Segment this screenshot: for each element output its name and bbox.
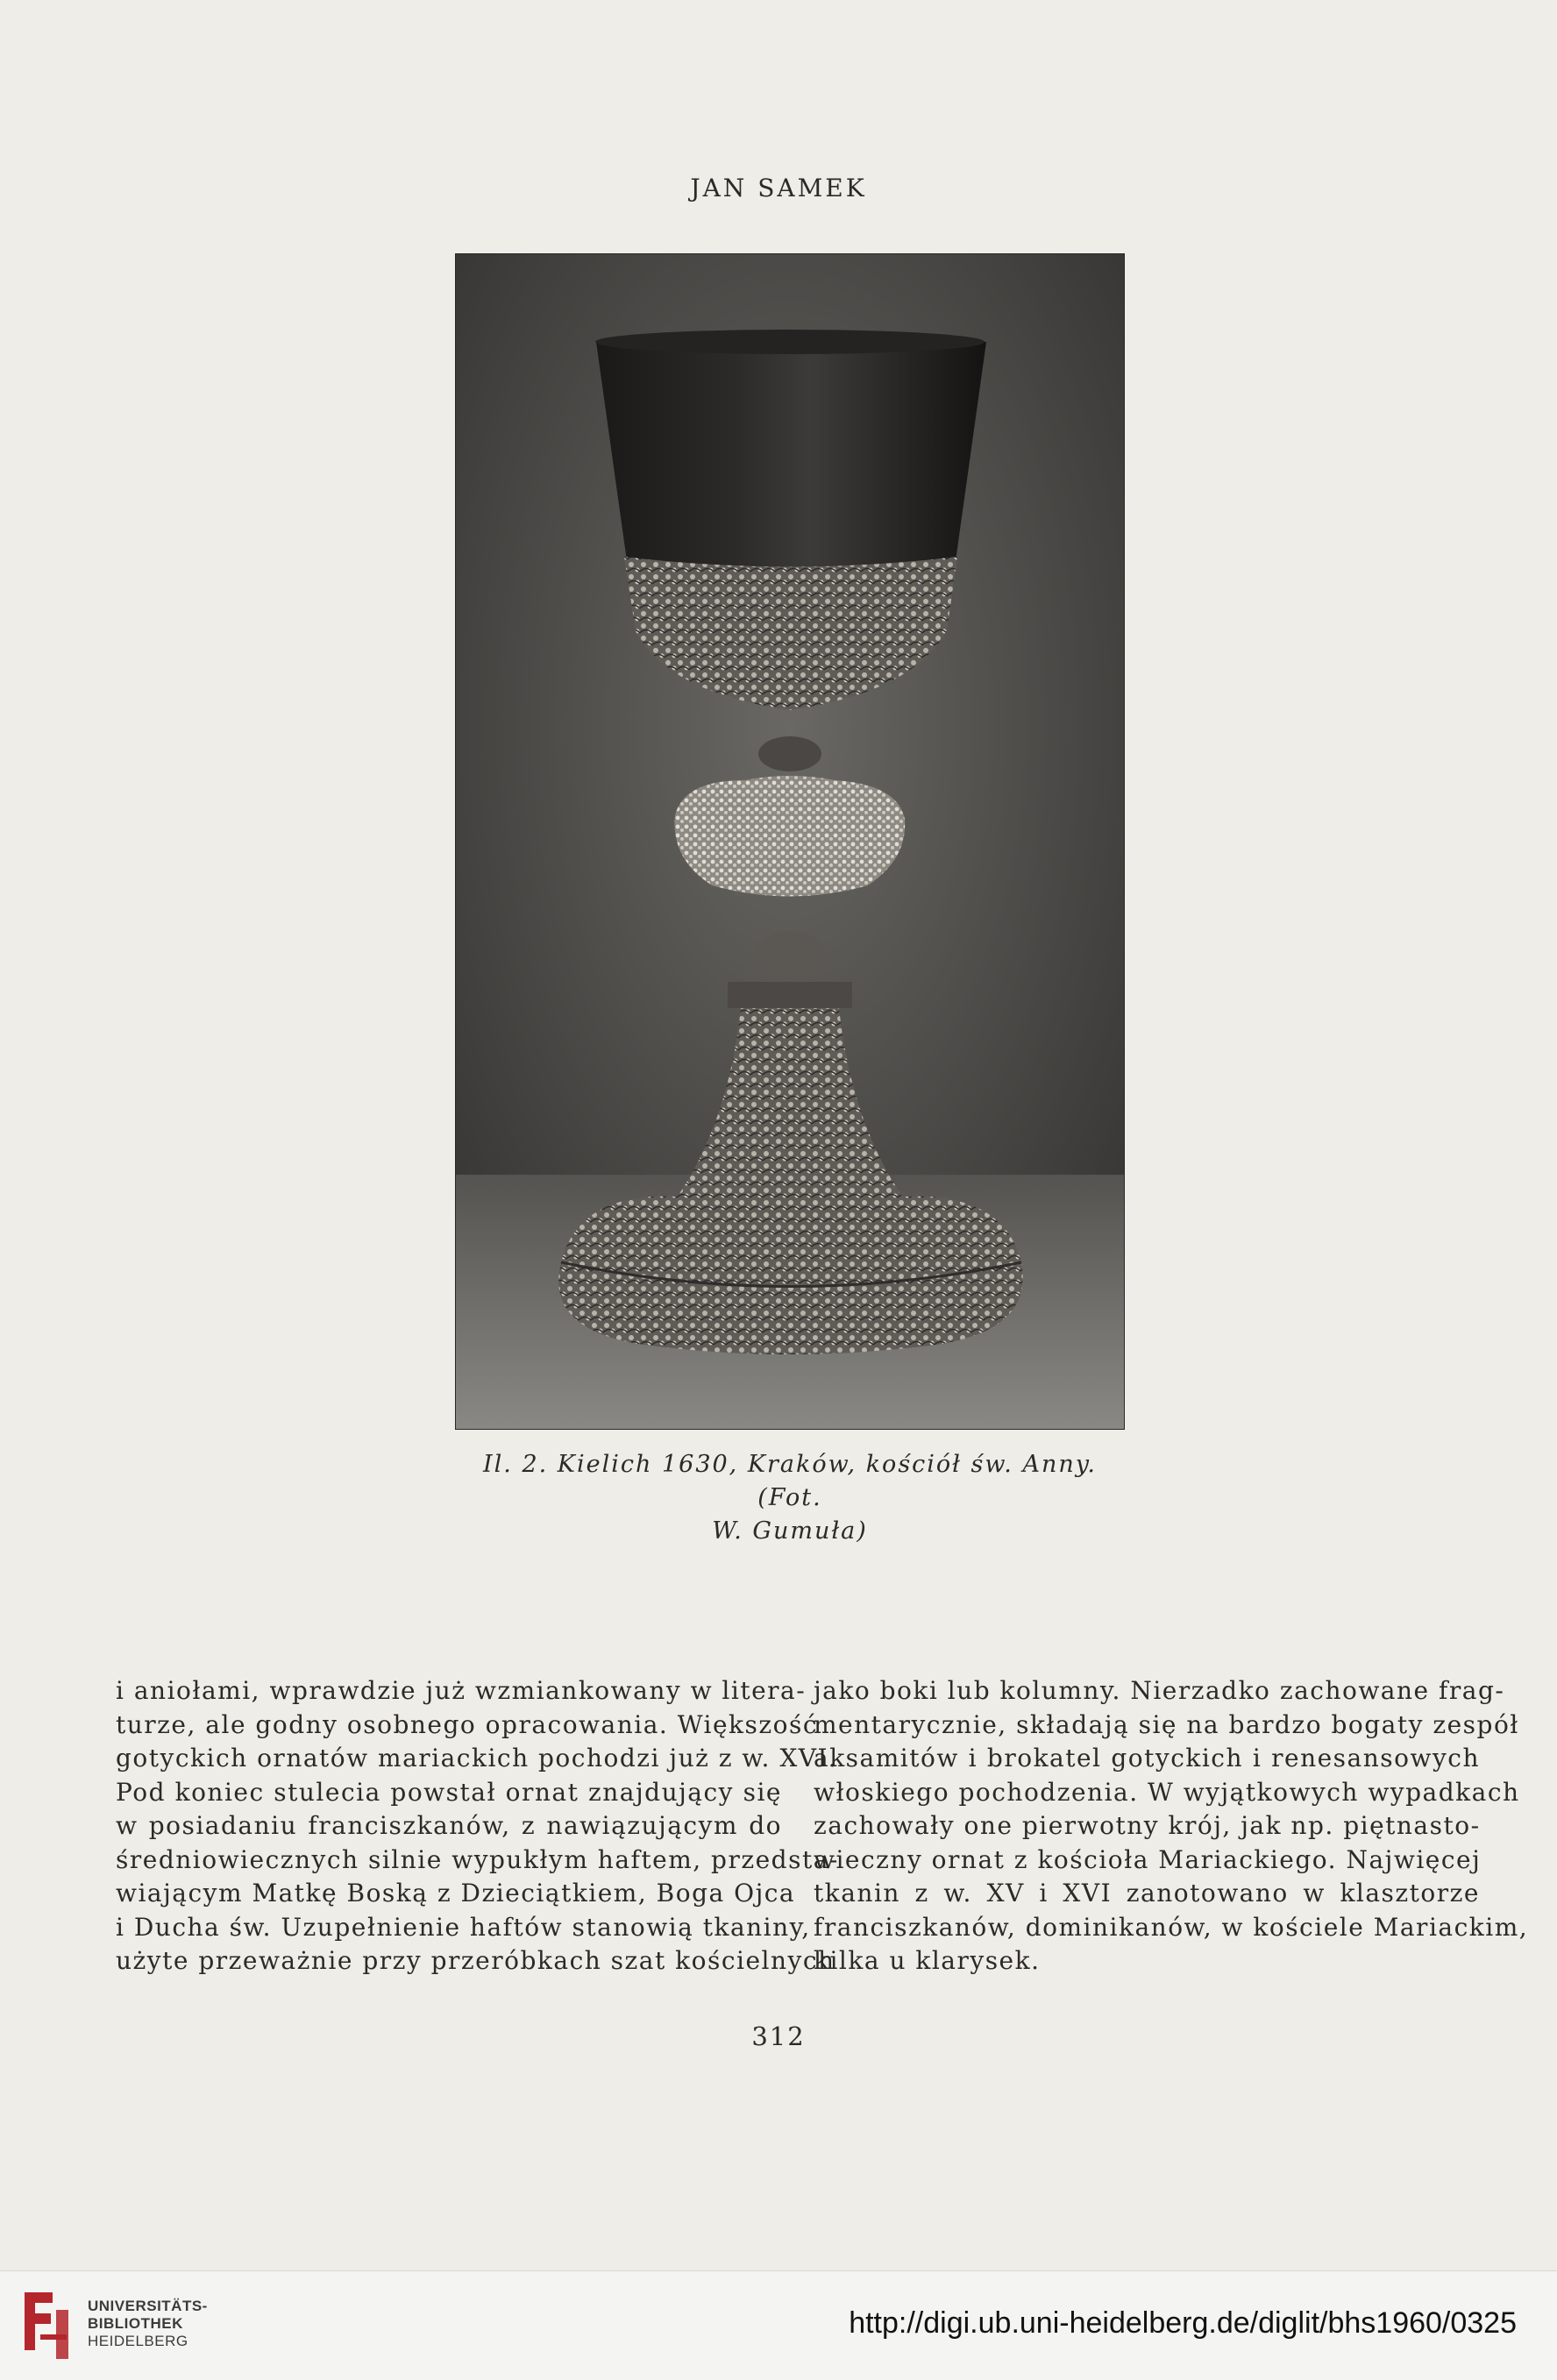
text-line: w posiadaniu franciszkanów, z nawiązującym do (116, 1811, 782, 1840)
text-line: i aniołami, wprawdzie już wzmiankowany w litera- (116, 1676, 807, 1705)
page-number: 312 (751, 2021, 806, 2051)
permalink-url[interactable]: http://digi.ub.uni-heidelberg.de/diglit/bhs1960/0325 (849, 2306, 1517, 2340)
ub-heidelberg-logo-icon (18, 2284, 74, 2359)
text-line: tkanin z w. XV i XVI zanotowano w klasztorze (814, 1879, 1480, 1908)
chalice-photo-image (456, 254, 1124, 1429)
text-line: turze, ale godny osobnego opracowania. Większość (116, 1709, 819, 1739)
library-line-3: HEIDELBERG (88, 2333, 188, 2349)
text-line: i Ducha św. Uzupełnienie haftów stanowią tkaniny, (116, 1912, 811, 1942)
caption-line-1: Il. 2. Kielich 1630, Kraków, kościół św. Anny. (Fot. (483, 1451, 1097, 1511)
text-line: użyte przeważnie przy przeróbkach szat kościelnych (116, 1946, 835, 1975)
text-line: mentarycznie, składają się na bardzo bogaty zespół (814, 1709, 1519, 1739)
text-line: włoskiego pochodzenia. W wyjątkowych wypadkach (814, 1777, 1520, 1807)
digitization-footer (0, 2270, 1557, 2380)
library-name (88, 2298, 208, 2350)
text-line: wiającym Matkę Boską z Dzieciątkiem, Boga Ojca (116, 1879, 796, 1908)
text-line: gotyckich ornatów mariackich pochodzi już z w. XVI. (116, 1744, 838, 1773)
text-line: średniowiecznych silnie wypukłym haftem, przedsta- (116, 1844, 839, 1874)
library-line-2: BIBLIOTHEK (88, 2315, 183, 2332)
text-line: aksamitów i brokatel gotyckich i renesansowych (814, 1744, 1480, 1773)
text-line: franciszkanów, dominikanów, w kościele Mariackim, (814, 1912, 1529, 1942)
library-line-1: UNIVERSITÄTS- (88, 2298, 208, 2314)
text-line: Pod koniec stulecia powstał ornat znajdujący się (116, 1777, 782, 1807)
running-head: JAN SAMEK (690, 174, 867, 202)
text-line: zachowały one pierwotny krój, jak np. piętnasto- (814, 1811, 1481, 1840)
text-line: jako boki lub kolumny. Nierzadko zachowane frag- (814, 1676, 1505, 1705)
left-text-column (116, 1674, 839, 1979)
figure-caption (456, 1448, 1124, 1548)
chalice-photograph (456, 254, 1124, 1429)
right-text-column (814, 1674, 1529, 1979)
caption-line-2: W. Gumuła) (712, 1517, 868, 1545)
text-line: kilka u klarysek. (814, 1946, 1041, 1975)
text-line: wieczny ornat z kościoła Mariackiego. Najwięcej (814, 1844, 1482, 1874)
